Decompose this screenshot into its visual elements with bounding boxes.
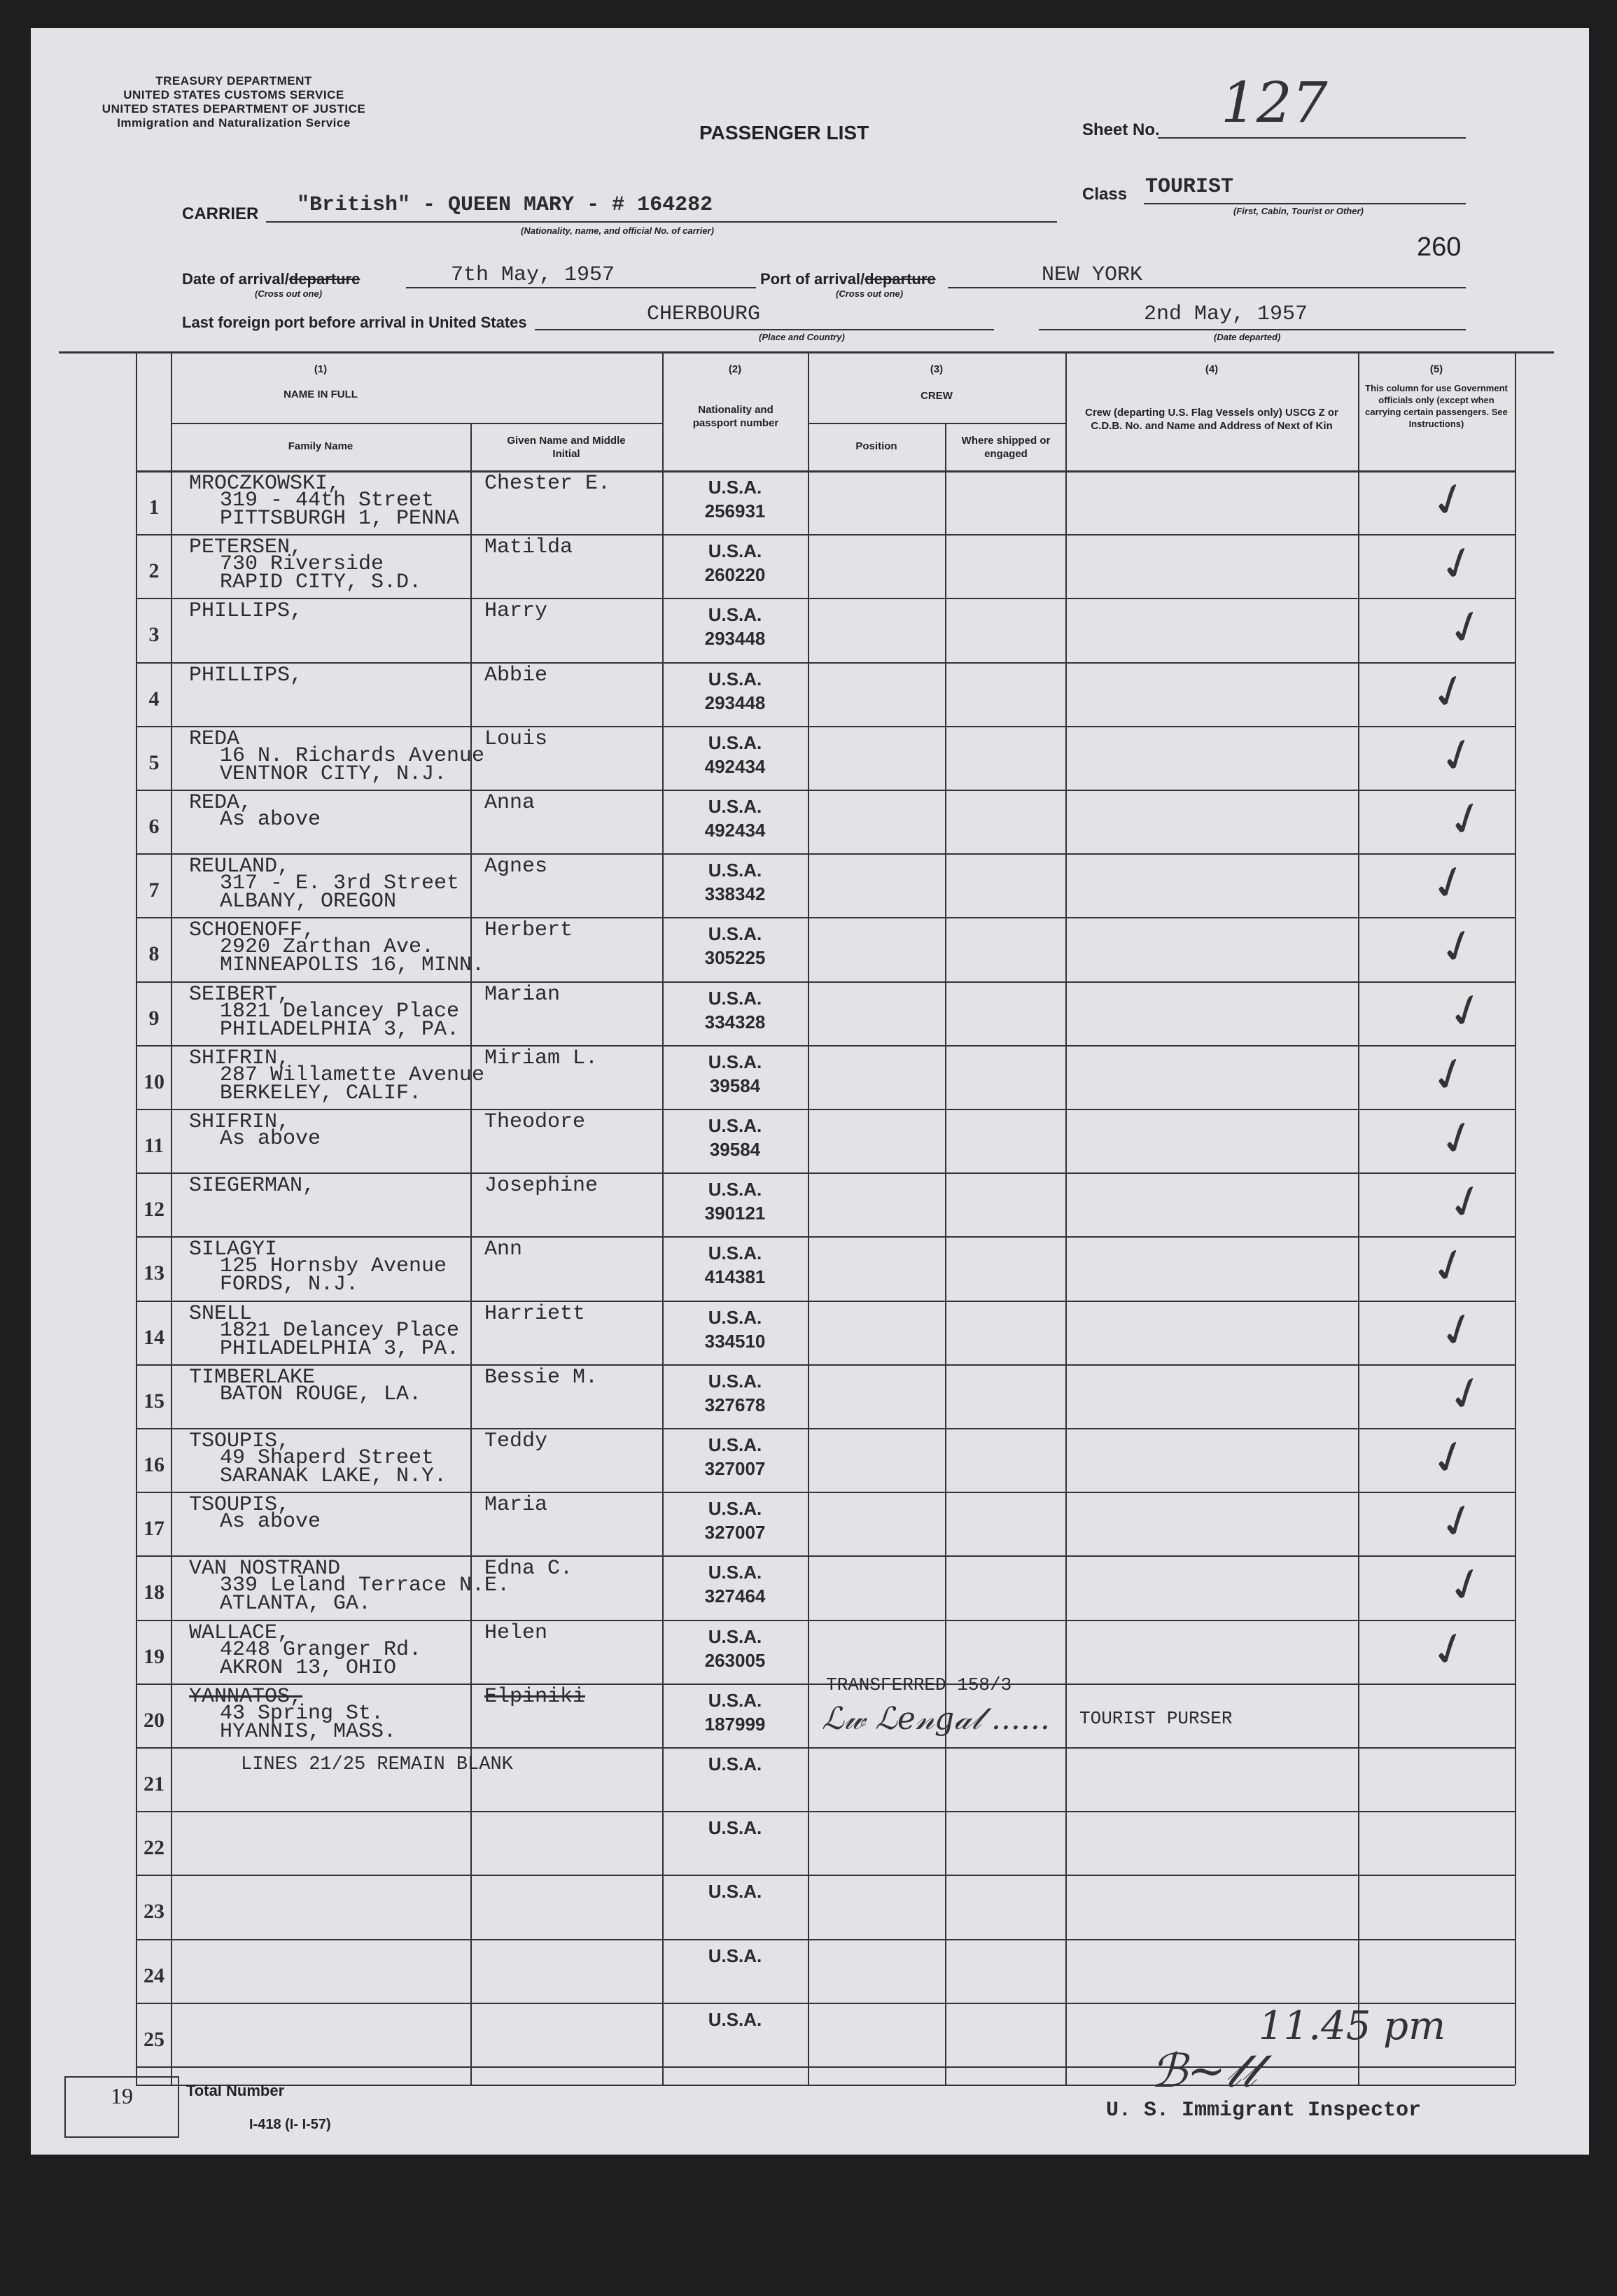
row-number: 2 (148, 559, 160, 582)
col5-title: This column for use Government officials only (except when carrying certain passengers. See Instructions) (1365, 383, 1508, 429)
total-label: Total Number (186, 2082, 285, 2099)
address-line-1: 319 - 44th Street (220, 489, 435, 512)
check-mark: ✓ (1423, 662, 1476, 723)
time-note: 11.45 pm (1259, 2003, 1446, 2049)
check-mark: ✓ (1440, 1172, 1492, 1233)
family-name: SILAGYI (189, 1238, 278, 1261)
nationality: U.S.A. (708, 540, 762, 561)
check-mark: ✓ (1432, 1491, 1484, 1553)
nationality: U.S.A. (708, 1690, 762, 1711)
family-name: TSOUPIS, (189, 1493, 290, 1517)
row-number: 6 (148, 815, 160, 838)
given-name: Anna (484, 791, 536, 815)
transferred-note: TRANSFERRED 158/3 (826, 1674, 1012, 1695)
row-number: 17 (144, 1517, 164, 1540)
nationality: U.S.A. (708, 2009, 762, 2030)
passport-number: 414381 (704, 1266, 766, 1287)
class-value: TOURIST (1145, 175, 1234, 199)
address-line-1: 287 Willamette Avenue (220, 1063, 485, 1087)
family-name: PHILLIPS, (189, 664, 303, 687)
address-line-1: 16 N. Richards Avenue (220, 744, 485, 768)
row-number: 9 (148, 1007, 160, 1030)
address-line-2: ALBANY, OREGON (220, 890, 397, 913)
row-number: 8 (148, 942, 160, 965)
address-line-2: AKRON 13, OHIO (220, 1656, 397, 1680)
row-number: 23 (144, 1900, 164, 1923)
check-mark: ✓ (1423, 1619, 1476, 1681)
passport-number: 390121 (704, 1203, 766, 1224)
row-number: 11 (144, 1134, 164, 1157)
carrier-hint: (Nationality, name, and official No. of carrier) (521, 225, 714, 236)
class-hint: (First, Cabin, Tourist or Other) (1233, 206, 1364, 216)
col1-title: NAME IN FULL (284, 388, 358, 400)
given-name: Agnes (484, 855, 548, 878)
total-value: 19 (111, 2083, 133, 2108)
agency-line: UNITED STATES CUSTOMS SERVICE (123, 88, 344, 102)
port-hint: (Cross out one) (836, 288, 904, 299)
nationality: U.S.A. (708, 668, 762, 690)
given-name: Harriett (484, 1302, 586, 1326)
date-hint: (Cross out one) (255, 288, 323, 299)
given-name: Marian (484, 983, 561, 1007)
total-box (64, 2076, 179, 2138)
row-number: 25 (144, 2028, 164, 2051)
passport-number: 327678 (704, 1394, 766, 1415)
nationality: U.S.A. (708, 988, 762, 1009)
class-label: Class (1082, 185, 1128, 204)
given-name: Miriam L. (484, 1046, 598, 1070)
nationality: U.S.A. (708, 1179, 762, 1200)
address-line-2: SARANAK LAKE, N.Y. (220, 1464, 447, 1488)
family-name: MROCZKOWSKI, (189, 472, 341, 496)
inspector-title: U. S. Immigrant Inspector (1106, 2099, 1422, 2122)
check-mark: ✓ (1440, 597, 1492, 659)
given-name: Louis (484, 727, 548, 751)
given-name: Helen (484, 1621, 548, 1645)
port-label-group (760, 270, 936, 288)
row-number: 7 (148, 878, 160, 902)
arrival-date: 7th May, 1957 (451, 263, 615, 287)
address-line-1: 339 Leland Terrace N.E. (220, 1574, 510, 1597)
sheet-label: Sheet No. (1082, 120, 1160, 139)
passport-number: 334510 (704, 1331, 766, 1352)
row-number: 13 (144, 1261, 164, 1284)
nationality: U.S.A. (708, 477, 762, 498)
nationality: U.S.A. (708, 1051, 762, 1072)
address-line-2: ATLANTA, GA. (220, 1592, 372, 1616)
arrival-port: NEW YORK (1042, 263, 1143, 287)
sheet-number: 127 (1221, 70, 1328, 135)
nationality: U.S.A. (708, 1945, 762, 1966)
check-mark: ✓ (1440, 789, 1492, 850)
check-mark: ✓ (1440, 1555, 1492, 1616)
given-name: Chester E. (484, 472, 611, 496)
col-position: Position (855, 440, 897, 452)
passport-number: 327007 (704, 1458, 766, 1479)
passport-number: 327007 (704, 1522, 766, 1543)
nationality: U.S.A. (708, 1626, 762, 1647)
date-departed-hint: (Date departed) (1214, 332, 1281, 342)
row-number: 16 (144, 1453, 164, 1476)
col2-title: Nationality and passport number (692, 404, 779, 429)
last-port-hint: (Place and Country) (759, 332, 845, 342)
agency-line: TREASURY DEPARTMENT (155, 74, 312, 88)
passport-number: 263005 (704, 1650, 766, 1671)
address-line-1: As above (220, 1510, 321, 1534)
given-name: Theodore (484, 1110, 586, 1134)
given-name: Teddy (484, 1429, 548, 1453)
inspector-signature: ℬ~𝓁𝓁 (1151, 2044, 1257, 2098)
col-family-name: Family Name (288, 440, 354, 452)
family-name: WALLACE, (189, 1621, 290, 1645)
check-mark: ✓ (1432, 916, 1484, 978)
row-number: 4 (148, 687, 160, 710)
given-name: Maria (484, 1493, 548, 1517)
passport-number: 39584 (709, 1075, 761, 1096)
family-name: SHIFRIN, (189, 1046, 290, 1070)
address-line-1: 1821 Delancey Place (220, 1319, 460, 1343)
col4-number: (4) (1205, 363, 1219, 375)
passport-number: 492434 (704, 820, 766, 841)
nationality: U.S.A. (708, 1242, 762, 1264)
address-line-1: 730 Riverside (220, 552, 384, 576)
address-line-1: 43 Spring St. (220, 1702, 384, 1726)
family-name: VAN NOSTRAND (189, 1557, 341, 1581)
given-name: Edna C. (484, 1557, 573, 1581)
passport-number: 260220 (704, 564, 766, 585)
col4-title: Crew (departing U.S. Flag Vessels only) USCG Z or C.D.B. No. and Name and Address of Next of Kin (1085, 407, 1338, 432)
family-name: YANNATOS, (189, 1685, 303, 1709)
address-line-2: FORDS, N.J. (220, 1273, 359, 1296)
nationality: U.S.A. (708, 796, 762, 817)
check-mark: ✓ (1440, 1364, 1492, 1425)
col3-number: (3) (930, 363, 944, 375)
form-code: I-418 (I- I-57) (249, 2117, 331, 2132)
col5-number: (5) (1429, 363, 1443, 375)
date-struck: departure (288, 270, 360, 288)
check-mark: ✓ (1423, 853, 1476, 914)
nationality: U.S.A. (708, 1498, 762, 1519)
check-mark: ✓ (1423, 1427, 1476, 1489)
purser-signature: ℒ𝓌 ℒ𝑒𝓃𝑔𝒶𝓁 ...... (822, 1701, 1050, 1737)
address-line-2: BERKELEY, CALIF. (220, 1082, 422, 1105)
carrier-label: CARRIER (182, 204, 259, 223)
check-mark: ✓ (1432, 1300, 1484, 1362)
col3-title: CREW (920, 390, 953, 402)
col1-number: (1) (314, 363, 328, 375)
given-name: Bessie M. (484, 1366, 598, 1390)
row-number: 10 (144, 1070, 164, 1093)
address-line-1: 2920 Zarthan Ave. (220, 935, 435, 959)
family-name: SIEGERMAN, (189, 1174, 316, 1198)
address-line-1: As above (220, 1127, 321, 1151)
address-line-2: VENTNOR CITY, N.J. (220, 762, 447, 786)
col2-number: (2) (728, 363, 742, 375)
address-line-1: As above (220, 808, 321, 832)
agency-line: UNITED STATES DEPARTMENT OF JUSTICE (102, 102, 366, 115)
family-name: SEIBERT, (189, 983, 290, 1007)
address-line-2: HYANNIS, MASS. (220, 1720, 397, 1744)
passport-number: 39584 (709, 1139, 761, 1160)
given-name: Ann (484, 1238, 523, 1261)
purser-title: TOURIST PURSER (1079, 1708, 1233, 1729)
given-name: Herbert (484, 918, 573, 942)
nationality: U.S.A. (708, 923, 762, 944)
passport-number: 293448 (704, 628, 766, 649)
given-name: Matilda (484, 536, 573, 559)
check-mark: ✓ (1432, 533, 1484, 595)
date-departed-value: 2nd May, 1957 (1144, 302, 1308, 326)
passport-number: 338342 (704, 883, 766, 904)
family-name: REDA (189, 727, 240, 751)
address-line-2: RAPID CITY, S.D. (220, 570, 422, 594)
row-number: 1 (148, 496, 160, 519)
port-label: Port of arrival/ (760, 270, 865, 288)
agency-header (80, 74, 388, 130)
check-mark: ✓ (1423, 1044, 1476, 1106)
check-mark: ✓ (1432, 725, 1484, 787)
row-number: 5 (148, 751, 160, 774)
family-name: PETERSEN, (189, 536, 303, 559)
blank-lines-note: LINES 21/25 REMAIN BLANK (241, 1754, 513, 1775)
address-line-2: PHILADELPHIA 3, PA. (220, 1337, 460, 1361)
date-label: Date of arrival/ (182, 270, 289, 288)
family-name: SCHOENOFF, (189, 918, 316, 942)
agency-line: Immigration and Naturalization Service (117, 116, 351, 130)
table-frame (59, 351, 1554, 354)
row-number: 14 (144, 1326, 164, 1349)
address-line-2: MINNEAPOLIS 16, MINN. (220, 953, 485, 977)
nationality: U.S.A. (708, 860, 762, 881)
check-mark: ✓ (1432, 1108, 1484, 1170)
nationality: U.S.A. (708, 1115, 762, 1136)
passport-number: 305225 (704, 947, 766, 968)
carrier-value: "British" - QUEEN MARY - # 164282 (297, 193, 713, 217)
family-name: SHIFRIN, (189, 1110, 290, 1134)
family-name: TIMBERLAKE (189, 1366, 316, 1390)
row-number: 12 (144, 1198, 164, 1221)
family-name: TSOUPIS, (189, 1429, 290, 1453)
last-port-label: Last foreign port before arrival in United States (182, 314, 527, 331)
address-line-1: 125 Hornsby Avenue (220, 1254, 447, 1278)
passport-number: 187999 (704, 1714, 766, 1735)
passport-number: 334328 (704, 1011, 766, 1032)
nationality: U.S.A. (708, 1307, 762, 1328)
nationality: U.S.A. (708, 1881, 762, 1902)
address-line-1: 317 - E. 3rd Street (220, 872, 460, 895)
row-number: 3 (148, 623, 160, 646)
nationality: U.S.A. (708, 732, 762, 753)
passport-number: 293448 (704, 692, 766, 713)
row-number: 20 (144, 1709, 164, 1732)
nationality: U.S.A. (708, 1817, 762, 1838)
check-mark: ✓ (1423, 470, 1476, 531)
page-title: PASSENGER LIST (699, 122, 869, 144)
address-line-1: BATON ROUGE, LA. (220, 1382, 422, 1406)
given-name: Josephine (484, 1174, 598, 1198)
nationality: U.S.A. (708, 1562, 762, 1583)
passport-number: 492434 (704, 756, 766, 777)
address-line-1: 1821 Delancey Place (220, 1000, 460, 1023)
passenger-list-page (31, 28, 1589, 2155)
nationality: U.S.A. (708, 1371, 762, 1392)
nationality: U.S.A. (708, 1434, 762, 1455)
given-name: Elpiniki (484, 1685, 586, 1709)
address-line-2: PHILADELPHIA 3, PA. (220, 1018, 460, 1042)
address-line-2: PITTSBURGH 1, PENNA (220, 507, 460, 531)
check-mark: ✓ (1423, 1236, 1476, 1297)
row-number: 19 (144, 1645, 164, 1668)
family-name: REULAND, (189, 855, 290, 878)
date-label-group (182, 270, 360, 288)
row-number: 21 (144, 1772, 164, 1795)
passport-number: 327464 (704, 1586, 766, 1606)
check-mark: ✓ (1440, 981, 1492, 1042)
stamp-number: 260 (1417, 232, 1462, 262)
family-name: SNELL (189, 1302, 253, 1326)
col-given-name: Given Name and Middle Initial (507, 435, 626, 460)
passport-number: 256931 (704, 500, 766, 522)
col-where-shipped: Where shipped or engaged (961, 435, 1051, 460)
port-struck: departure (864, 270, 936, 288)
given-name: Harry (484, 599, 548, 623)
family-name: REDA, (189, 791, 253, 815)
row-number: 22 (144, 1836, 164, 1859)
last-port-value: CHERBOURG (647, 302, 761, 326)
family-name: PHILLIPS, (189, 599, 303, 623)
nationality: U.S.A. (708, 1754, 762, 1774)
address-line-1: 4248 Granger Rd. (220, 1638, 422, 1662)
given-name: Abbie (484, 664, 548, 687)
row-number: 24 (144, 1964, 164, 1987)
nationality: U.S.A. (708, 604, 762, 625)
row-number: 18 (144, 1581, 164, 1604)
row-number: 15 (144, 1390, 164, 1413)
address-line-1: 49 Shaperd Street (220, 1446, 435, 1470)
